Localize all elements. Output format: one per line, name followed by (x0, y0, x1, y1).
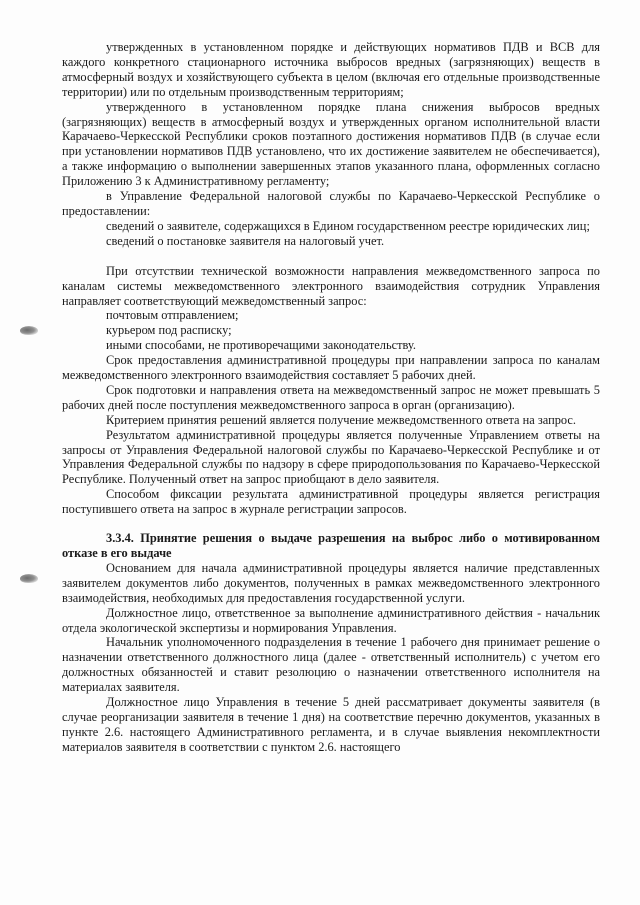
paragraph: Срок подготовки и направления ответа на межведомственный запрос не может превышать 5 рабочих дней после поступления межведомственного запроса в орган (организацию). (62, 382, 600, 412)
margin-stamp-mark (20, 574, 38, 583)
paragraph: сведений о постановке заявителя на налоговый учет. (106, 233, 385, 248)
paragraph: Способом фиксации результата административной процедуры является регистрация поступившего ответа на запрос в журнале регистрации запросов. (62, 487, 600, 517)
paragraph: утвержденных в установленном порядке и действующих нормативов ПДВ и ВСВ для каждого конкретного стационарного источника выбросов вредных (загрязняющих) веществ в атмосферный воздух и хозяйствующего субъекта в целом (включая его отдельные производственные территории) или по отдельным производственным территориям; (62, 40, 600, 99)
paragraph: Основанием для начала административной процедуры является наличие представленных заявителем документов либо документов, полученных в рамках межведомственного электронного взаимодействия, необходимых для предоставления государственной услуги. (62, 560, 600, 605)
list-item: иными способами, не противоречащими законодательству. (106, 338, 416, 353)
section-heading: 3.3.4. Принятие решения о выдаче разрешения на выброс либо о мотивированном отказе в его выдаче (62, 531, 600, 560)
margin-stamp-mark (20, 326, 38, 335)
paragraph: Критерием принятия решений является получение межведомственного ответа на запрос. (106, 412, 576, 427)
list-item: почтовым отправлением; (106, 308, 239, 323)
paragraph: сведений о заявителе, содержащихся в Едином государственном реестре юридических лиц; (106, 218, 590, 233)
paragraph: Должностное лицо Управления в течение 5 дней рассматривает документы заявителя (в случае реорганизации заявителя в течение 1 дня) на соответствие перечню документов, указанных в пункте 2.6. настоящего Административного регламента, и в случае выявления некомплектности материалов заявителя в соответствии с пунктом 2.6. настоящего (62, 695, 600, 754)
paragraph: Срок предоставления административной процедуры при направлении запроса по каналам межведомственного электронного взаимодействия составляет 5 рабочих дней. (62, 353, 600, 383)
paragraph: в Управление Федеральной налоговой службы по Карачаево-Черкесской Республике о предоставлении: (62, 189, 600, 218)
document-body (62, 40, 600, 755)
paragraph: При отсутствии технической возможности направления межведомственного запроса по каналам системы межведомственного электронного взаимодействия сотрудник Управления направляет соответствующий межведомственный запрос: (62, 263, 600, 308)
paragraph: Должностное лицо, ответственное за выполнение административного действия - начальник отдела экологической экспертизы и нормирования Управления. (62, 605, 600, 635)
paragraph: Результатом административной процедуры является полученные Управлением ответы на запросы от Управления Федеральной налоговой службы по Карачаево-Черкесской Республике и от Управления Федеральной службы по надзору в сфере природопользования по Карачаево-Черкесской Республике. Полученный ответ на запрос приобщают в дело заявителя. (62, 427, 600, 487)
list-item: курьером под расписку; (106, 323, 232, 338)
paragraph: Начальник уполномоченного подразделения в течение 1 рабочего дня принимает решение о назначении ответственного должностного лица (далее - ответственный исполнитель) с учетом его должностных обязанностей и ставит резолюцию о назначении ответственного исполнителя на материалах заявителя. (62, 635, 600, 695)
paragraph: утвержденного в установленном порядке плана снижения выбросов вредных (загрязняющих) веществ в атмосферный воздух и утвержденных органом исполнительной власти Карачаево-Черкесской Республики сроков поэтапного достижения нормативов ПДВ (в случае если при установлении нормативов ПДВ установлено, что их достижение заявителем не обеспечивается), а также информацию о выполнении завершенных этапов указанного плана, оформленных согласно Приложению 3 к Административному регламенту; (62, 99, 600, 189)
